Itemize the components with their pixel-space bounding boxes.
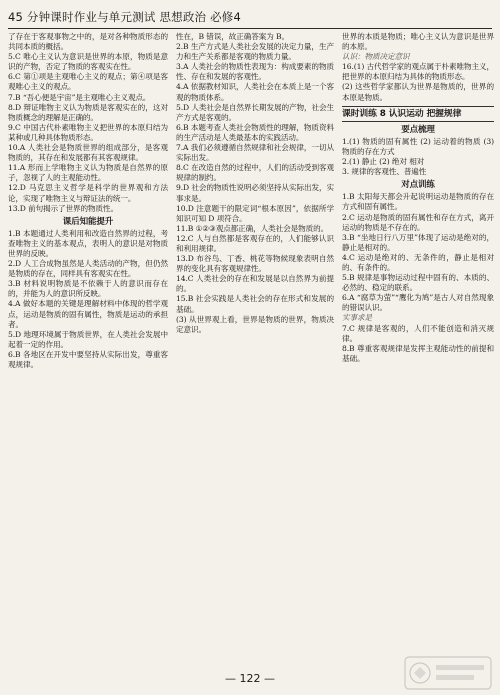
paragraph: 4.A 依据教材知识，人类社会在本质上是一个客观的物质体系。 (176, 82, 334, 102)
paragraph: 7.A 我们必须遵循自然规律和社会规律，一切从实际出发。 (176, 143, 334, 163)
paragraph: (2) 这些哲学家都认为世界是物质的，世界的本原是物质。 (342, 82, 494, 102)
text-column-left (8, 32, 168, 650)
paragraph: 1.B 太阳每天都会升起说明运动是物质的存在方式和固有属性。 (342, 192, 494, 212)
paragraph: 8.C 在改造自然的过程中，人们的活动受到客观规律的制约。 (176, 163, 334, 183)
paragraph: 10.A 人类社会是物质世界的组成部分，是客观物质的，其存在和发展都有其客观规律。 (8, 143, 168, 163)
paragraph: 16.(1) 古代哲学家的观点属于朴素唯物主义，把世界的本原归结为具体的物质形态。 (342, 62, 494, 82)
paragraph: 11.A 形而上学唯物主义认为物质是自然界的原子，忽视了人的主观能动性。 (8, 163, 168, 183)
handwritten-note: 实事求是 (342, 313, 372, 323)
paragraph: 4.A 做好本题的关键是理解材料中体现的哲学观点，运动是物质的固有属性，物质是运动的承担者。 (8, 299, 168, 329)
paragraph: 11.B ①②③观点都正确，人类社会是物质的。 (176, 223, 329, 233)
section-title: 对点训练 (401, 180, 435, 191)
paragraph: 9.D 社会的物质性说明必须坚持从实际出发，实事求是。 (176, 183, 334, 203)
paragraph: 6.C 第①项是主观唯心主义的观点；第④项是客观唯心主义的观点。 (8, 72, 168, 92)
paragraph: 1.(1) 物质的固有属性 (2) 运动着的物质 (3) 物质的存在方式 (342, 136, 494, 156)
page-number: — 122 — (225, 672, 275, 685)
section-title: 课后知能提升 (62, 216, 114, 227)
paragraph: 6.B 本题考查人类社会物质性的理解，物质资料的生产活动是人类最基本的实践活动。 (176, 122, 334, 142)
paragraph: 12.C 人与自然都是客观存在的，人们能够认识和利用规律。 (176, 233, 334, 253)
handwritten-note: 认识：物质决定意识 (342, 52, 410, 62)
paragraph: 3.B “坐地日行八万里”体现了运动是绝对的，静止是相对的。 (342, 232, 494, 252)
watermark-logo-icon (404, 656, 492, 690)
paragraph: 6.A “腐草为萤”“鹰化为鸠”是古人对自然现象的错误认识。 (342, 293, 494, 313)
paragraph: 13.D 前句揭示了世界的物质性。 (8, 203, 119, 213)
paragraph: 2.(1) 静止 (2) 绝对 相对 (342, 157, 425, 167)
paragraph: 3.A 人类社会的物质性表现为：构成要素的物质性、存在和发展的客观性。 (176, 62, 334, 82)
paragraph: 9.C 中国古代朴素唯物主义把世界的本原归结为某种或几种具体物质形态。 (8, 122, 168, 142)
paragraph: 2.C 运动是物质的固有属性和存在方式，离开运动的物质是不存在的。 (342, 212, 494, 232)
paragraph: 3.B 材料说明物质是不依赖于人的意识而存在的，并能为人的意识所反映。 (8, 279, 168, 299)
paragraph: 8.B 尊重客观规律是发挥主观能动性的前提和基础。 (342, 343, 494, 363)
paragraph: 5.D 人类社会是自然界长期发展的产物，社会生产方式是客观的。 (176, 102, 334, 122)
page-header (8, 4, 492, 29)
paragraph: 5.D 地理环境属于物质世界，在人类社会发展中起着一定的作用。 (8, 329, 168, 349)
header-title: 45 分钟课时作业与单元测试 思想政治 必修4 (8, 10, 242, 24)
paragraph: 5.C 唯心主义认为意识是世界的本原，物质是意识的产物，否定了物质的客观实在性。 (8, 52, 168, 72)
paragraph: 15.B 社会实践是人类社会的存在形式和发展的基础。 (176, 294, 334, 314)
paragraph: 5.B 规律是事物运动过程中固有的、本质的、必然的、稳定的联系。 (342, 273, 494, 293)
paragraph: 8.D 辩证唯物主义认为物质是客观实在的，这对物质概念的理解是正确的。 (8, 102, 168, 122)
paragraph: 6.B 各地区在开发中要坚持从实际出发，尊重客观规律。 (8, 349, 168, 369)
paragraph: 14.C 人类社会的存在和发展是以自然界为前提的。 (176, 274, 334, 294)
paragraph: 7.C 规律是客观的，人们不能创造和消灭规律。 (342, 323, 494, 343)
paragraph: 4.C 运动是绝对的、无条件的，静止是相对的、有条件的。 (342, 252, 494, 272)
text-column-middle (176, 32, 334, 650)
paragraph: 12.D 马克思主义哲学是科学的世界观和方法论，实现了唯物主义与辩证法的统一。 (8, 183, 168, 203)
paragraph: 2.D 人工合成物虽然是人类活动的产物，但仍然是物质的存在，同样具有客观实在性。 (8, 259, 168, 279)
paragraph: 性在，B 错误，故正确答案为 B。 (176, 32, 290, 41)
paragraph: 13.D 布谷鸟、丁香、桃花等物候现象表明自然界的变化具有客观规律性。 (176, 254, 334, 274)
lesson-title: 课时训练 8 认识运动 把握规律 (342, 106, 494, 122)
paragraph: 7.B “吾心便是宇宙”是主观唯心主义观点。 (8, 92, 151, 102)
paragraph: 2.B 生产方式是人类社会发展的决定力量，生产力和生产关系都是客观的物质力量。 (176, 42, 334, 62)
paragraph: 了存在于客观事物之中的，是对各种物质形态的共同本质的概括。 (8, 32, 168, 52)
text-column-right (342, 32, 494, 650)
paragraph: 1.B 本题通过人类利用和改造自然界的过程，考查唯物主义的基本观点，表明人的意识是对物质世界的反映。 (8, 228, 168, 258)
paragraph: 3. 规律的客观性、普遍性 (342, 167, 427, 177)
paragraph: (3) 从世界观上看，世界是物质的世界，物质决定意识。 (176, 314, 334, 334)
paragraph: 10.D 注意题干的限定词“根本原因”，依据所学知识可知 D 项符合。 (176, 203, 334, 223)
paragraph: 世界的本质是物质；唯心主义认为意识是世界的本原。 (342, 32, 494, 52)
section-title: 要点梳理 (401, 124, 435, 135)
